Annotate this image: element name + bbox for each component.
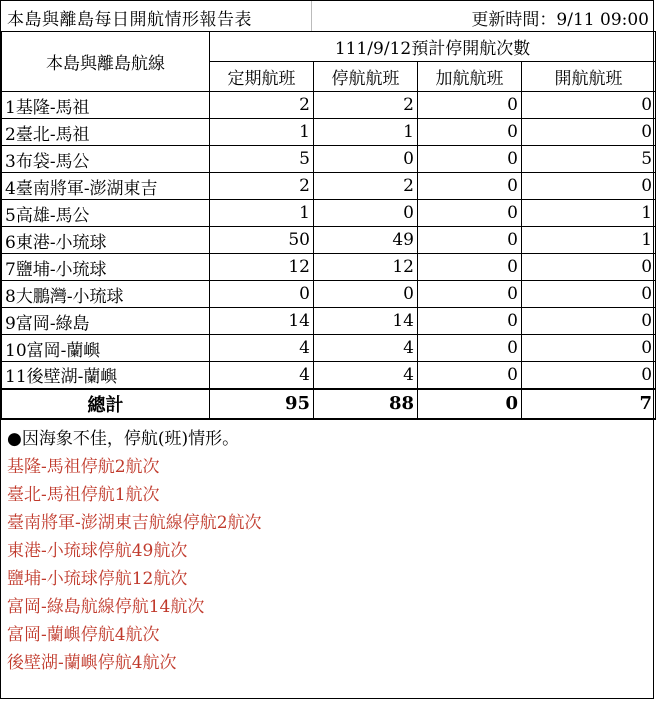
route-name-cell: 2臺北-馬祖 <box>2 119 210 146</box>
notes-title: ●因海象不佳，停航(班)情形。 <box>7 429 240 449</box>
scheduled-count-cell: 50 <box>210 227 314 254</box>
suspended-count-cell: 2 <box>314 92 418 119</box>
route-name-cell: 5高雄-馬公 <box>2 200 210 227</box>
update-time: 更新時間：9/11 09:00 <box>471 10 649 30</box>
note-line: 東港-小琉球停航49航次 <box>7 541 188 561</box>
added-count-cell: 0 <box>418 200 522 227</box>
scheduled-count-cell: 5 <box>210 146 314 173</box>
route-name-cell: 11後壁湖-蘭嶼 <box>2 362 210 389</box>
note-line: 後壁湖-蘭嶼停航4航次 <box>7 653 177 673</box>
total-operating: 7 <box>522 389 656 419</box>
note-line: 臺南將軍-澎湖東吉航線停航2航次 <box>7 513 262 533</box>
title-divider <box>311 1 312 31</box>
route-name-cell: 3布袋-馬公 <box>2 146 210 173</box>
total-added: 0 <box>418 389 522 419</box>
scheduled-count-cell: 14 <box>210 308 314 335</box>
suspended-count-cell: 0 <box>314 146 418 173</box>
suspended-count-cell: 12 <box>314 254 418 281</box>
notes-list <box>7 453 647 677</box>
added-count-cell: 0 <box>418 308 522 335</box>
route-name-cell: 8大鵬灣-小琉球 <box>2 281 210 308</box>
suspended-count-cell: 1 <box>314 119 418 146</box>
table-row <box>2 92 656 119</box>
added-count-cell: 0 <box>418 335 522 362</box>
operating-count-cell: 5 <box>522 146 656 173</box>
operating-count-cell: 0 <box>522 308 656 335</box>
note-line: 鹽埔-小琉球停航12航次 <box>7 569 188 589</box>
title-bar <box>1 1 655 31</box>
total-label: 總計 <box>2 389 210 419</box>
added-count-cell: 0 <box>418 146 522 173</box>
route-name-cell: 1基隆-馬祖 <box>2 92 210 119</box>
col-header-added: 加航航班 <box>418 62 522 92</box>
scheduled-count-cell: 1 <box>210 200 314 227</box>
table-row <box>2 173 656 200</box>
table-row <box>2 119 656 146</box>
suspended-count-cell: 0 <box>314 200 418 227</box>
table-row <box>2 308 656 335</box>
route-name-cell: 6東港-小琉球 <box>2 227 210 254</box>
route-name-cell: 4臺南將軍-澎湖東吉 <box>2 173 210 200</box>
col-header-suspended: 停航航班 <box>314 62 418 92</box>
added-count-cell: 0 <box>418 362 522 389</box>
route-name-cell: 7鹽埔-小琉球 <box>2 254 210 281</box>
added-count-cell: 0 <box>418 173 522 200</box>
operating-count-cell: 1 <box>522 200 656 227</box>
suspended-count-cell: 4 <box>314 335 418 362</box>
scheduled-count-cell: 12 <box>210 254 314 281</box>
note-line: 臺北-馬祖停航1航次 <box>7 485 160 505</box>
scheduled-count-cell: 2 <box>210 92 314 119</box>
operating-count-cell: 0 <box>522 173 656 200</box>
total-row <box>2 389 656 419</box>
report-title: 本島與離島每日開航情形報告表 <box>7 10 252 30</box>
added-count-cell: 0 <box>418 281 522 308</box>
scheduled-count-cell: 1 <box>210 119 314 146</box>
scheduled-count-cell: 0 <box>210 281 314 308</box>
operating-count-cell: 0 <box>522 281 656 308</box>
table-row <box>2 362 656 389</box>
date-column-header: 111/9/12預計停開航次數 <box>210 32 656 62</box>
scheduled-count-cell: 4 <box>210 335 314 362</box>
suspended-count-cell: 4 <box>314 362 418 389</box>
suspended-count-cell: 14 <box>314 308 418 335</box>
note-line: 富岡-綠島航線停航14航次 <box>7 597 205 617</box>
note-line: 基隆-馬祖停航2航次 <box>7 457 160 477</box>
table-body <box>2 92 656 389</box>
note-line: 富岡-蘭嶼停航4航次 <box>7 625 160 645</box>
operating-count-cell: 0 <box>522 335 656 362</box>
col-header-scheduled: 定期航班 <box>210 62 314 92</box>
col-header-operating: 開航航班 <box>522 62 656 92</box>
added-count-cell: 0 <box>418 92 522 119</box>
operating-count-cell: 1 <box>522 227 656 254</box>
operating-count-cell: 0 <box>522 362 656 389</box>
table-row <box>2 146 656 173</box>
suspended-count-cell: 49 <box>314 227 418 254</box>
sailing-status-table <box>1 31 656 420</box>
operating-count-cell: 0 <box>522 119 656 146</box>
scheduled-count-cell: 4 <box>210 362 314 389</box>
added-count-cell: 0 <box>418 254 522 281</box>
route-column-header: 本島與離島航線 <box>2 32 210 92</box>
table-row <box>2 254 656 281</box>
operating-count-cell: 0 <box>522 92 656 119</box>
scheduled-count-cell: 2 <box>210 173 314 200</box>
total-scheduled: 95 <box>210 389 314 419</box>
operating-count-cell: 0 <box>522 254 656 281</box>
added-count-cell: 0 <box>418 227 522 254</box>
added-count-cell: 0 <box>418 119 522 146</box>
table-header-row <box>2 32 656 62</box>
table-row <box>2 281 656 308</box>
total-suspended: 88 <box>314 389 418 419</box>
notes-section <box>7 425 647 677</box>
route-name-cell: 10富岡-蘭嶼 <box>2 335 210 362</box>
table-row <box>2 227 656 254</box>
suspended-count-cell: 0 <box>314 281 418 308</box>
table-row <box>2 335 656 362</box>
suspended-count-cell: 2 <box>314 173 418 200</box>
route-name-cell: 9富岡-綠島 <box>2 308 210 335</box>
table-row <box>2 200 656 227</box>
